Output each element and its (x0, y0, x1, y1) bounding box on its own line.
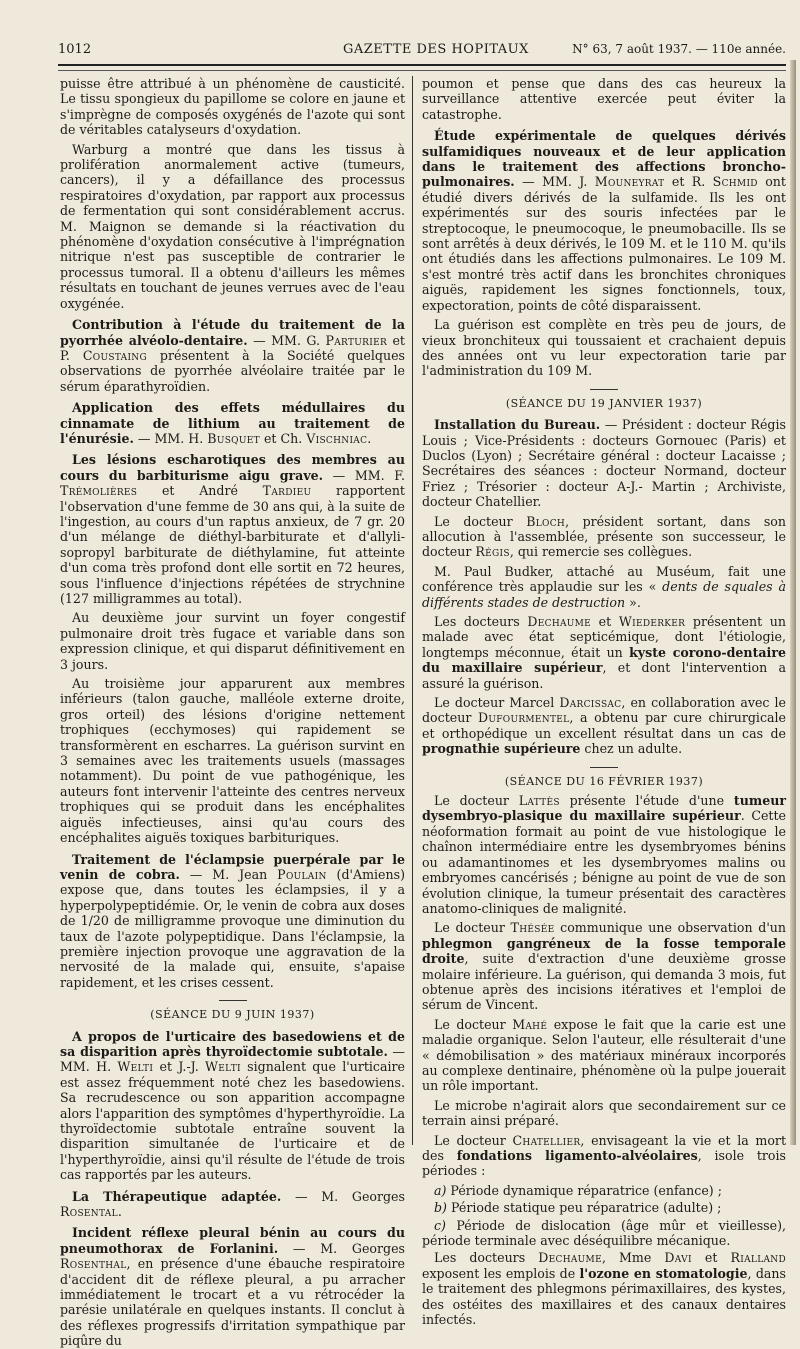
left-column (60, 76, 405, 1349)
paragraph (422, 514, 786, 560)
separator (219, 1000, 247, 1001)
article-title: A propos de l'urticaire des basedowiens et de sa disparition après thyroïdectomie subtotale. (60, 1028, 405, 1059)
text: présente l'étude d'une (559, 793, 734, 809)
session-heading: (SÉANCE DU 19 JANVIER 1937) (505, 396, 703, 410)
text: . (367, 430, 372, 446)
text: — MM. H. (133, 430, 208, 446)
text: — M. Jean (179, 866, 278, 882)
article-title: Installation du Bureau. (434, 417, 601, 433)
right-column (422, 76, 787, 1328)
paragraph: Le microbe n'agirait alors que secondairement sur ce terrain ainsi préparé. (422, 1097, 786, 1129)
paragraph: La guérison est complète en très peu de jours, de vieux bronchiteux qui toussaient et crachaient depuis des années ont vu leur expectoration tarie par l'administration du 109 M. (422, 317, 786, 379)
text: Le docteur (434, 1132, 513, 1148)
list-marker: c) (434, 1217, 446, 1233)
paragraph: poumon et pense que dans des cas heureux la surveillance attentive exercée peut éviter la catastrophe. (422, 76, 786, 122)
text: , en collaboration avec le docteur (422, 695, 787, 726)
author-name: Mouneyrat (594, 174, 665, 190)
paragraph: puisse être attribué à un phénomène de causticité. Le tissu spongieux du papillome se colore en jaune et s'imprègne de composés oxygénés de l'azote qui sont de véritables catalyseurs d'oxydation. (60, 76, 405, 138)
text: exposent les emplois de (422, 1265, 580, 1281)
column-divider (412, 76, 413, 1145)
text: rapportent l'observation d'une femme de 30 ans qui, à la suite de l'ingestion, au cours d'un raptus anxieux, de 7 gr. 20 d'un mélange de diéthyl-barbiturate et d'allyli-sopropyl barbiturate de diéthylamine, fut atteinte d'un coma très profond dont elle sortit en 72 heures, sous l'influence d'injections répétées de strychnine (127 milligrammes au total). (60, 483, 405, 606)
author-name: Parturier (325, 332, 388, 348)
paragraph (422, 614, 786, 691)
author-name: Dechaume (538, 1250, 602, 1266)
article-title: Étude expérimentale de quelques dérivés sulfamidiques nouveaux et de leur application dans le traitement des affections broncho-pulmonaires. (422, 128, 786, 190)
text: présentent à la Société quelques observations de pyorrhée alvéolaire traitée par le sérum éparathyroïdien. (60, 347, 405, 394)
page-header (58, 28, 786, 66)
text: Les docteurs (434, 1250, 539, 1266)
text: — MM. F. (323, 467, 405, 483)
text: présentent un malade avec état septicémique, dont l'étiologie, longtemps méconnue, était un (422, 614, 786, 660)
text: , et dont l'intervention a assuré la guérison. (422, 660, 786, 691)
text: — MM. G. (247, 332, 326, 348)
text: — MM. J. (514, 174, 595, 190)
article-sulfamidiques (422, 128, 786, 313)
list-marker: b) (434, 1200, 447, 1216)
text: , isole trois périodes : (422, 1148, 787, 1179)
text: et Ch. (259, 430, 307, 446)
article-pyorrhee (60, 317, 405, 394)
author-name: Wiederker (618, 614, 686, 629)
text: Le docteur (434, 1016, 513, 1032)
article-enuresie (60, 400, 405, 446)
text: , en présence d'une ébauche respiratoire d'accident dit de réflexe pleural, a pu arracher immédiatement le trocart et a vu rétrocéder la parésie unilatérale en quelques instants. Il conclut à des réflexes progressifs d'irritation sympathique par piqûre du (60, 1256, 405, 1349)
author-name: Welti (117, 1059, 154, 1075)
issue-info: N° 63, 7 août 1937. — 110e année. (572, 42, 786, 56)
author-name: Trémolières (60, 483, 138, 499)
author-name: Rosenthal (60, 1256, 127, 1272)
article-title: Application des effets médullaires du cinnamate de lithium au traitement de l'énurésie. (60, 400, 405, 446)
author-name: Darcissac (559, 695, 622, 711)
text: , qui remercie ses collègues. (509, 544, 693, 560)
paragraph (422, 695, 786, 757)
article-title: Incident réflexe pleural bénin au cours du pneumothorax de Forlanini. (60, 1225, 405, 1256)
header-rule (58, 70, 786, 71)
paragraph: Au troisième jour apparurent aux membres inférieurs (talon gauche, malléole externe droite, gros orteil) des lésions d'origine nettement trophiques (ecchymoses) qui rapidement se transformèrent en escharres. La guérison survint en 3 semaines avec les traitements usuels (massages notamment). Du point de vue pathogénique, les auteurs font intervenir l'atteinte des centres nerveux trophiques qui se produit dans les encéphalites aiguës infectieuses, ainsi qu'au cours des encéphalites aiguës toxiques barbituriques. (60, 676, 405, 846)
text: Le docteur (434, 793, 519, 809)
author-name: Busquet (207, 430, 260, 446)
text: Le docteur (434, 920, 511, 936)
author-name: Bloch (526, 513, 566, 529)
text: , président sortant, dans son allocution à l'assemblée, présente son successeur, le docteur (422, 513, 786, 560)
text: Les docteurs (434, 614, 528, 629)
text: Période statique peu réparatrice (adulte) ; (446, 1200, 722, 1216)
article-barbiturisme (60, 452, 405, 606)
text: et (591, 614, 619, 629)
text: . Cette néoformation formait au point de vue histologique le chaînon intermédiaire entre les dysembryomes bénins ou adamantinomes et les dysembryomes malins ou embryomes cancérisés ; bénigne au point de vue de son évolution clinique, la tumeur présentait des caractères anatomo-cliniques de malignité. (422, 808, 786, 916)
text: M. Paul Budker, attaché au Muséum, fait une conférence très applaudie sur les « (422, 563, 786, 595)
page-edge (790, 60, 796, 1145)
text: . (117, 1204, 122, 1220)
text: , suite d'extraction d'une deuxième grosse molaire inférieure. La guérison, qui demanda 3 mois, fut obtenue après des incisions itératives et l'emploi de sérum de Vincent. (422, 951, 786, 1013)
text: ». (625, 594, 641, 610)
author-name: Rialland (730, 1250, 786, 1266)
text: Le docteur Marcel (434, 695, 560, 711)
bold-term: fondations ligamento-alvéolaires (456, 1148, 698, 1163)
author-name: Poulain (277, 866, 327, 882)
italic-title: dents de squales à différents stades de destruction (422, 579, 786, 610)
period-list (422, 1183, 786, 1249)
article-bureau (422, 417, 786, 509)
text: et André (137, 483, 263, 499)
separator (590, 389, 618, 390)
text: — M. Georges (281, 1188, 405, 1204)
text: et R. (664, 174, 713, 190)
author-name: Dufourmentel (477, 710, 570, 726)
text: Le docteur (434, 513, 527, 529)
author-name: Rosental (60, 1204, 118, 1220)
author-name: Régis (475, 544, 510, 560)
separator (590, 767, 618, 768)
session-heading: (SÉANCE DU 9 JUIN 1937) (150, 1008, 315, 1022)
text: — M. Georges (278, 1240, 405, 1256)
text: , a obtenu par cure chirurgicale et orthopédique un excellent résultat dans un cas de (422, 710, 786, 741)
text: Période dynamique réparatrice (enfance) ; (446, 1182, 722, 1198)
text: communique une observation d'un (554, 920, 786, 936)
author-name: Thésée (510, 920, 555, 936)
text: , dans le traitement des phlegmons périmaxillaires, des kystes, des ostéites des maxillaires et des canaux dentaires infectés. (422, 1265, 786, 1328)
author-name: Coustaing (82, 347, 147, 363)
article-title: Contribution à l'étude du traitement de la pyorrhée alvéolo-dentaire. (60, 317, 405, 348)
author-name: Lattès (518, 793, 560, 809)
text: et P. (60, 332, 405, 363)
author-name: Vischniac (306, 430, 368, 446)
text: ont étudié divers dérivés de la sulfamide. Ils les ont expérimentés sur des souris infectées par le streptocoque, le pneumocoque, le pneumobacille. Ils se sont arrêtés à deux dérivés, le 109 M. et le 110 M. qu'ils ont étudiés dans les affections pulmonaires. Le 109 M. s'est montré très actif dans les bronchites chroniques aiguës, rapidement les signes fonctionnels, toux, expectoration, points de côté disparaissent. (422, 174, 786, 313)
paragraph (422, 1017, 786, 1094)
text: et J.-J. (153, 1059, 206, 1075)
article-eclampsie (60, 852, 405, 991)
paragraph (422, 920, 786, 1012)
text: — Président : docteur Régis Louis ; Vice-Présidents : docteurs Gornouec (Paris) et Duclos (Lyon) ; Secrétaire général : docteur Lacaisse ; Secrétaires des séances : docteur Normand, docteur Friez ; Trésorier : docteur A-J.- Martin ; Archiviste, docteur Chatellier. (422, 417, 786, 510)
text: Période de dislocation (âge mûr et vieillesse), période terminale avec déséquilibre mécanique. (422, 1217, 786, 1249)
author-name: Dechaume (527, 614, 592, 629)
paragraph: Warburg a montré que dans les tissus à prolifération anormalement active (tumeurs, cancers), il y a défaillance des processus respiratoires d'oxydation, par rapport aux processus de fermentation qui sont considérablement accrus. M. Maignon se demande si la réactivation du phénomène d'oxydation consécutive à l'imprégnation nitrique n'est pas susceptible de contrarier le processus tumoral. Il a obtenu d'ailleurs les mêmes résultats en touchant de jeunes verrues avec de l'eau oxygénée. (60, 141, 405, 311)
journal-title: GAZETTE DES HOPITAUX (343, 42, 529, 57)
author-name: Tardieu (262, 483, 312, 499)
article-title: La Thérapeutique adaptée. (72, 1188, 282, 1204)
paragraph (422, 564, 786, 610)
bold-term: phlegmon gangréneux de la fosse temporale droite (422, 935, 786, 967)
list-marker: a) (434, 1182, 447, 1198)
text: et (691, 1250, 731, 1266)
paragraph: Au deuxième jour survint un foyer congestif pulmonaire droit très fugace et variable dans son expression clinique, et qui disparut définitivement en 3 jours. (60, 610, 405, 672)
list-item (422, 1183, 786, 1198)
text: , envisageant la vie et la mort des (422, 1132, 787, 1163)
article-pneumothorax (60, 1225, 405, 1348)
paragraph (422, 1133, 786, 1179)
author-name: Davi (664, 1250, 692, 1266)
bold-term: tumeur dysembryo-plasique du maxillaire supérieur (422, 793, 786, 824)
paragraph (422, 1250, 786, 1327)
text: (d'Amiens) expose que, dans toutes les éclampsies, il y a hyperpolypeptidémie. Or, le venin de cobra aux doses de 1/20 de milligramme provoque une diminution du taux de l'azote polypeptidique. Dans l'éclampsie, la première injection provoque une aggravation de la nervosité de la malade qui, ensuite, s'apaise rapidement, et les crises cessent. (60, 866, 405, 990)
author-name: Chatellier (512, 1132, 581, 1148)
article-therapeutique (60, 1189, 405, 1220)
author-name: Welti (205, 1059, 241, 1075)
text: expose le fait que la carie est une maladie organique. Selon l'auteur, elle résulterait d'une « démobilisation » des matériaux minéraux incorporés au complexe dentinaire, phénomène où la pulpe jouerait un rôle important. (422, 1016, 786, 1094)
session-heading: (SÉANCE DU 16 FÉVRIER 1937) (504, 774, 704, 788)
text: signalent que l'urticaire est assez fréquemment noté chez les basedowiens. Sa recrudescence ou son apparition accompagne alors l'apparition des symptômes d'hyperthyroïdie. La thyroïdectomie subtotale entraîne souvent la disparition simultanée de l'urticaire et de l'hyperthyroïdie, ainsi qu'il résulte de l'étude de trois cas rapportés par les auteurs. (60, 1059, 405, 1183)
bold-term: kyste corono-dentaire du maxillaire supérieur (422, 644, 786, 676)
bold-term: l'ozone en stomatologie (579, 1265, 748, 1281)
text: chez un adulte. (580, 741, 683, 757)
page-number: 1012 (58, 42, 92, 57)
text: — MM. H. (60, 1043, 405, 1075)
author-name: Schmid (712, 174, 758, 190)
article-title: Les lésions escharotiques des membres au cours du barbiturisme aigu grave. (60, 452, 405, 483)
paragraph (422, 793, 786, 916)
article-title: Traitement de l'éclampsie puerpérale par le venin de cobra. (60, 851, 405, 882)
list-item (422, 1218, 786, 1249)
article-urticaire (60, 1029, 405, 1183)
text: , Mme (601, 1250, 665, 1266)
list-item (422, 1200, 786, 1215)
author-name: Mahé (512, 1016, 548, 1032)
bold-term: prognathie supérieure (422, 741, 581, 757)
